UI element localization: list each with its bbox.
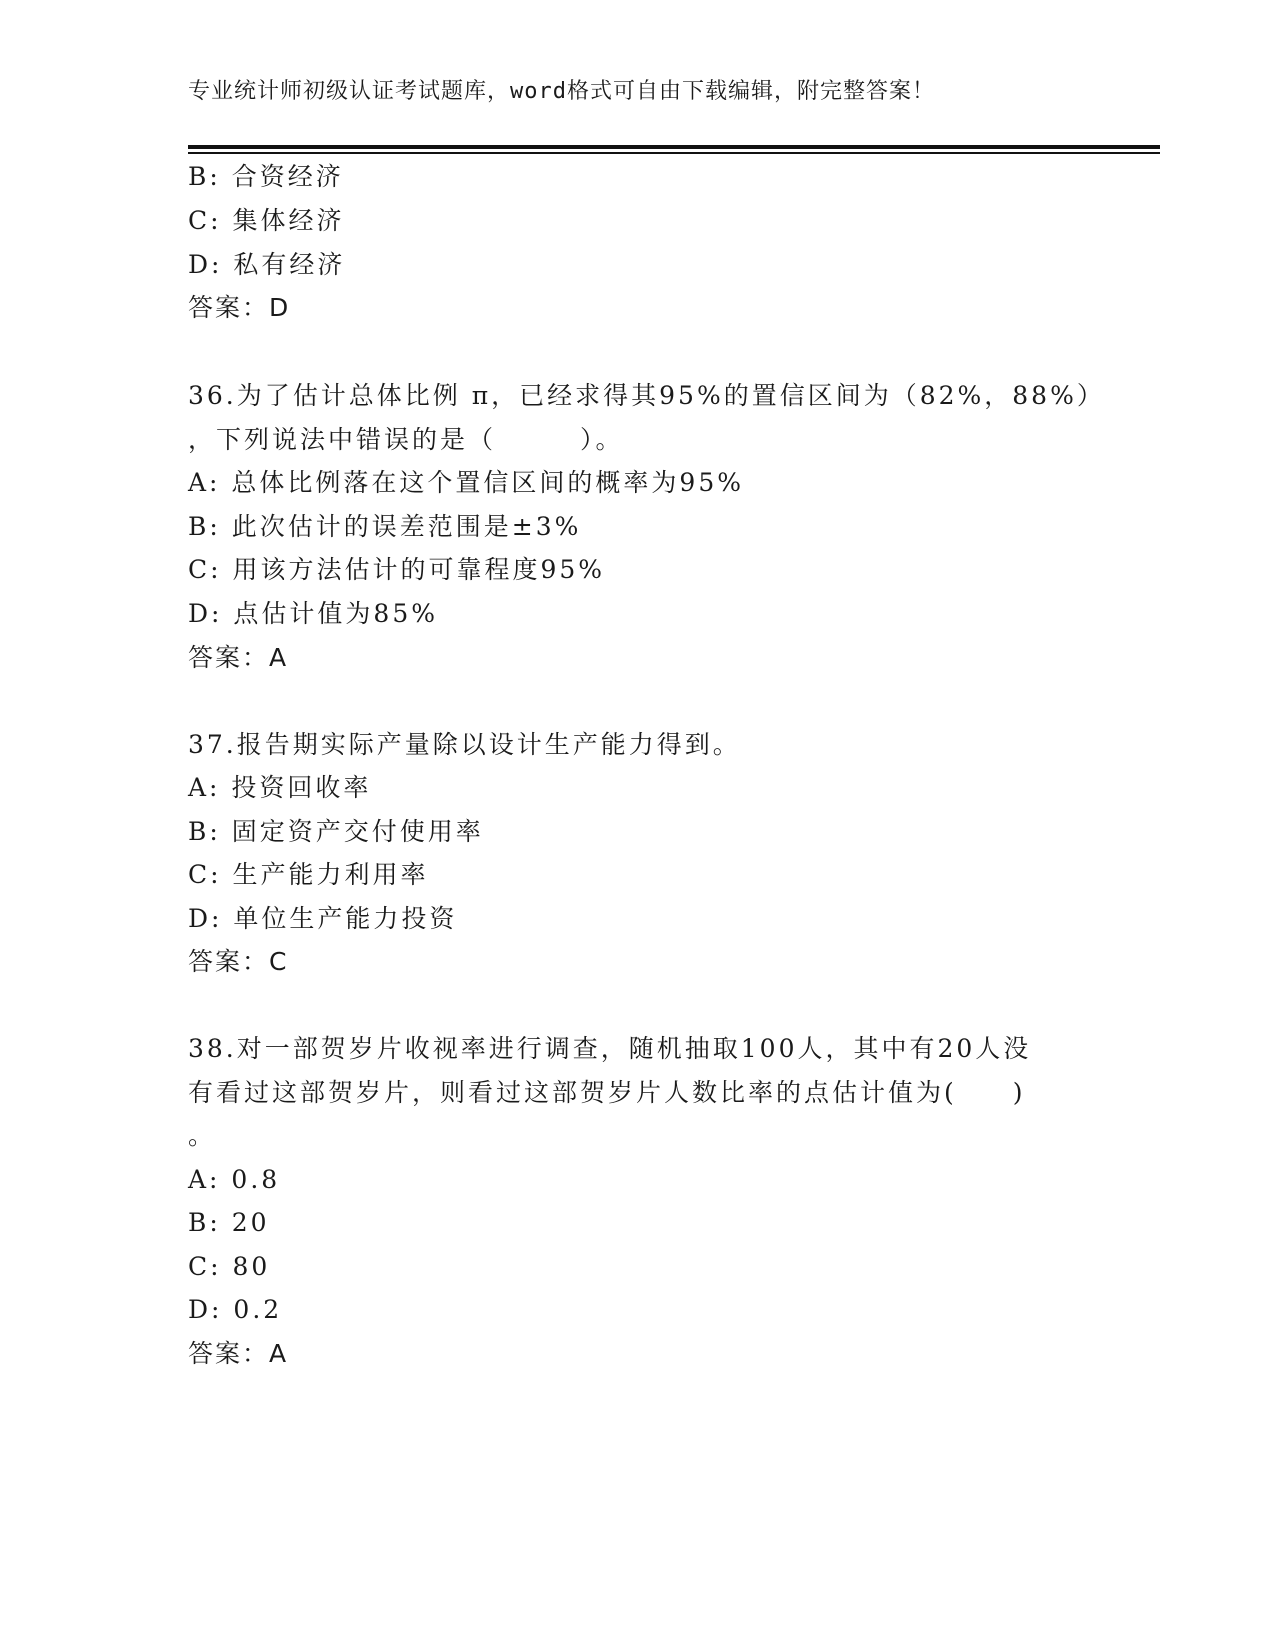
q36-answer: 答案：A [188,643,289,672]
q35-option-b: B: 合资经济 [188,162,344,191]
q38-option-a: A: 0.8 [188,1165,281,1194]
q37-stem-line1: 37.报告期实际产量除以设计生产能力得到。 [188,730,741,759]
q38-option-d: D: 0.2 [188,1295,283,1324]
q38-stem-line3: 。 [188,1121,217,1150]
q38-option-b: B: 20 [188,1208,270,1237]
q35-option-c: C: 集体经济 [188,206,345,235]
q36-stem-line1: 36.为了估计总体比例 π，已经求得其95%的置信区间为（82%，88%） [188,381,1105,410]
header-rule-thick [188,145,1160,149]
q37-option-c: C: 生产能力利用率 [188,860,429,889]
q35-option-d: D: 私有经济 [188,250,346,279]
q37-option-a: A: 投资回收率 [188,773,372,802]
q36-option-b: B: 此次估计的误差范围是±3% [188,512,582,541]
q37-answer: 答案：C [188,947,289,976]
q38-answer: 答案：A [188,1339,289,1368]
q38-stem-line1: 38.对一部贺岁片收视率进行调查，随机抽取100人，其中有20人没 [188,1034,1032,1063]
q36-option-d: D: 点估计值为85% [188,599,438,628]
q35-answer: 答案：D [188,293,291,322]
q36-stem-line2: ，下列说法中错误的是（ ）。 [188,425,624,454]
q36-option-c: C: 用该方法估计的可靠程度95% [188,555,606,584]
q38-option-c: C: 80 [188,1252,271,1281]
q37-option-d: D: 单位生产能力投资 [188,904,458,933]
q36-option-a: A: 总体比例落在这个置信区间的概率为95% [188,468,744,497]
page-header: 专业统计师初级认证考试题库，word格式可自由下载编辑，附完整答案！ [188,79,935,104]
q37-option-b: B: 固定资产交付使用率 [188,817,484,846]
header-rule-thin [188,152,1160,154]
q38-stem-line2: 有看过这部贺岁片，则看过这部贺岁片人数比率的点估计值为( ) [188,1078,1026,1107]
